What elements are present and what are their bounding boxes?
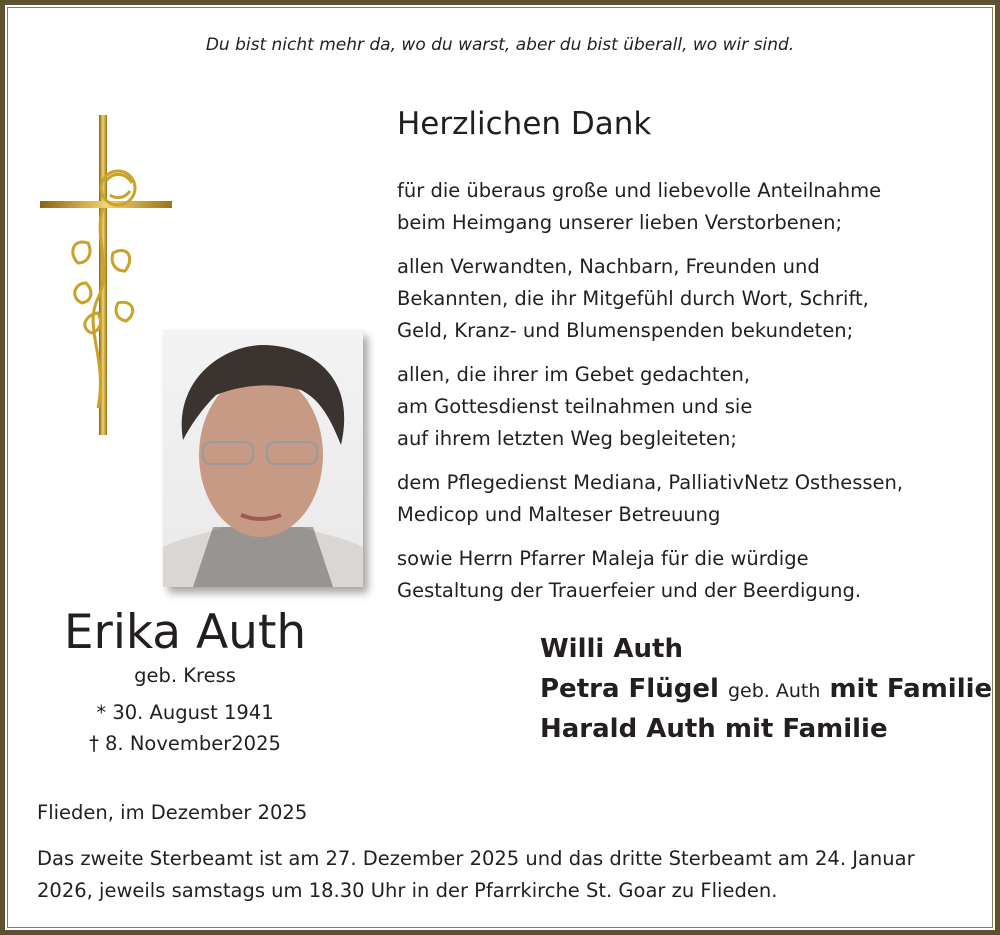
signature-name: Petra Flügel bbox=[540, 674, 719, 704]
thanks-paragraph bbox=[397, 359, 977, 455]
signature-3: Harald Auth mit Familie bbox=[540, 714, 888, 744]
death-date: † 8. November2025 bbox=[89, 732, 281, 755]
text-line: allen Verwandten, Nachbarn, Freunden und bbox=[397, 255, 820, 278]
signature-suffix: mit Familie bbox=[829, 674, 993, 704]
birth-date: * 30. August 1941 bbox=[96, 701, 274, 724]
place-date: Flieden, im Dezember 2025 bbox=[37, 801, 308, 824]
portrait-photo bbox=[163, 330, 363, 587]
text-line: sowie Herrn Pfarrer Maleja für die würdige bbox=[397, 547, 809, 570]
text-line: Medicop und Malteser Betreuung bbox=[397, 503, 721, 526]
text-line: Gestaltung der Trauerfeier und der Beerdigung. bbox=[397, 579, 862, 602]
thanks-paragraph bbox=[397, 467, 977, 531]
signature-2 bbox=[540, 674, 992, 704]
text-line: dem Pflegedienst Mediana, PalliativNetz Osthessen, bbox=[397, 471, 904, 494]
note-line: Das zweite Sterbeamt ist am 27. Dezember 2025 und das dritte Sterbeamt am 24. Januar bbox=[37, 847, 915, 870]
text-line: Bekannten, die ihr Mitgefühl durch Wort, Schrift, bbox=[397, 287, 869, 310]
signature-note: geb. Auth bbox=[727, 680, 821, 702]
cross-with-rose-icon bbox=[38, 113, 174, 437]
text-line: auf ihrem letzten Weg begleiteten; bbox=[397, 427, 737, 450]
thanks-body bbox=[397, 175, 977, 619]
signature-1: Willi Auth bbox=[540, 634, 683, 664]
memorial-note bbox=[37, 843, 957, 907]
deceased-name: Erika Auth bbox=[63, 605, 307, 660]
heading: Herzlichen Dank bbox=[397, 106, 652, 142]
birth-name: geb. Kress bbox=[134, 664, 236, 687]
text-line: allen, die ihrer im Gebet gedachten, bbox=[397, 363, 751, 386]
thanks-paragraph bbox=[397, 251, 977, 347]
text-line: für die überaus große und liebevolle Anteilnahme bbox=[397, 179, 882, 202]
quote: Du bist nicht mehr da, wo du warst, aber du bist überall, wo wir sind. bbox=[205, 35, 795, 55]
text-line: am Gottesdienst teilnahmen und sie bbox=[397, 395, 753, 418]
text-line: beim Heimgang unserer lieben Verstorbenen; bbox=[397, 211, 843, 234]
note-line: 2026, jeweils samstags um 18.30 Uhr in der Pfarrkirche St. Goar zu Flieden. bbox=[37, 879, 778, 902]
thanks-paragraph bbox=[397, 543, 977, 607]
thanks-paragraph bbox=[397, 175, 977, 239]
text-line: Geld, Kranz- und Blumenspenden bekundeten; bbox=[397, 319, 854, 342]
